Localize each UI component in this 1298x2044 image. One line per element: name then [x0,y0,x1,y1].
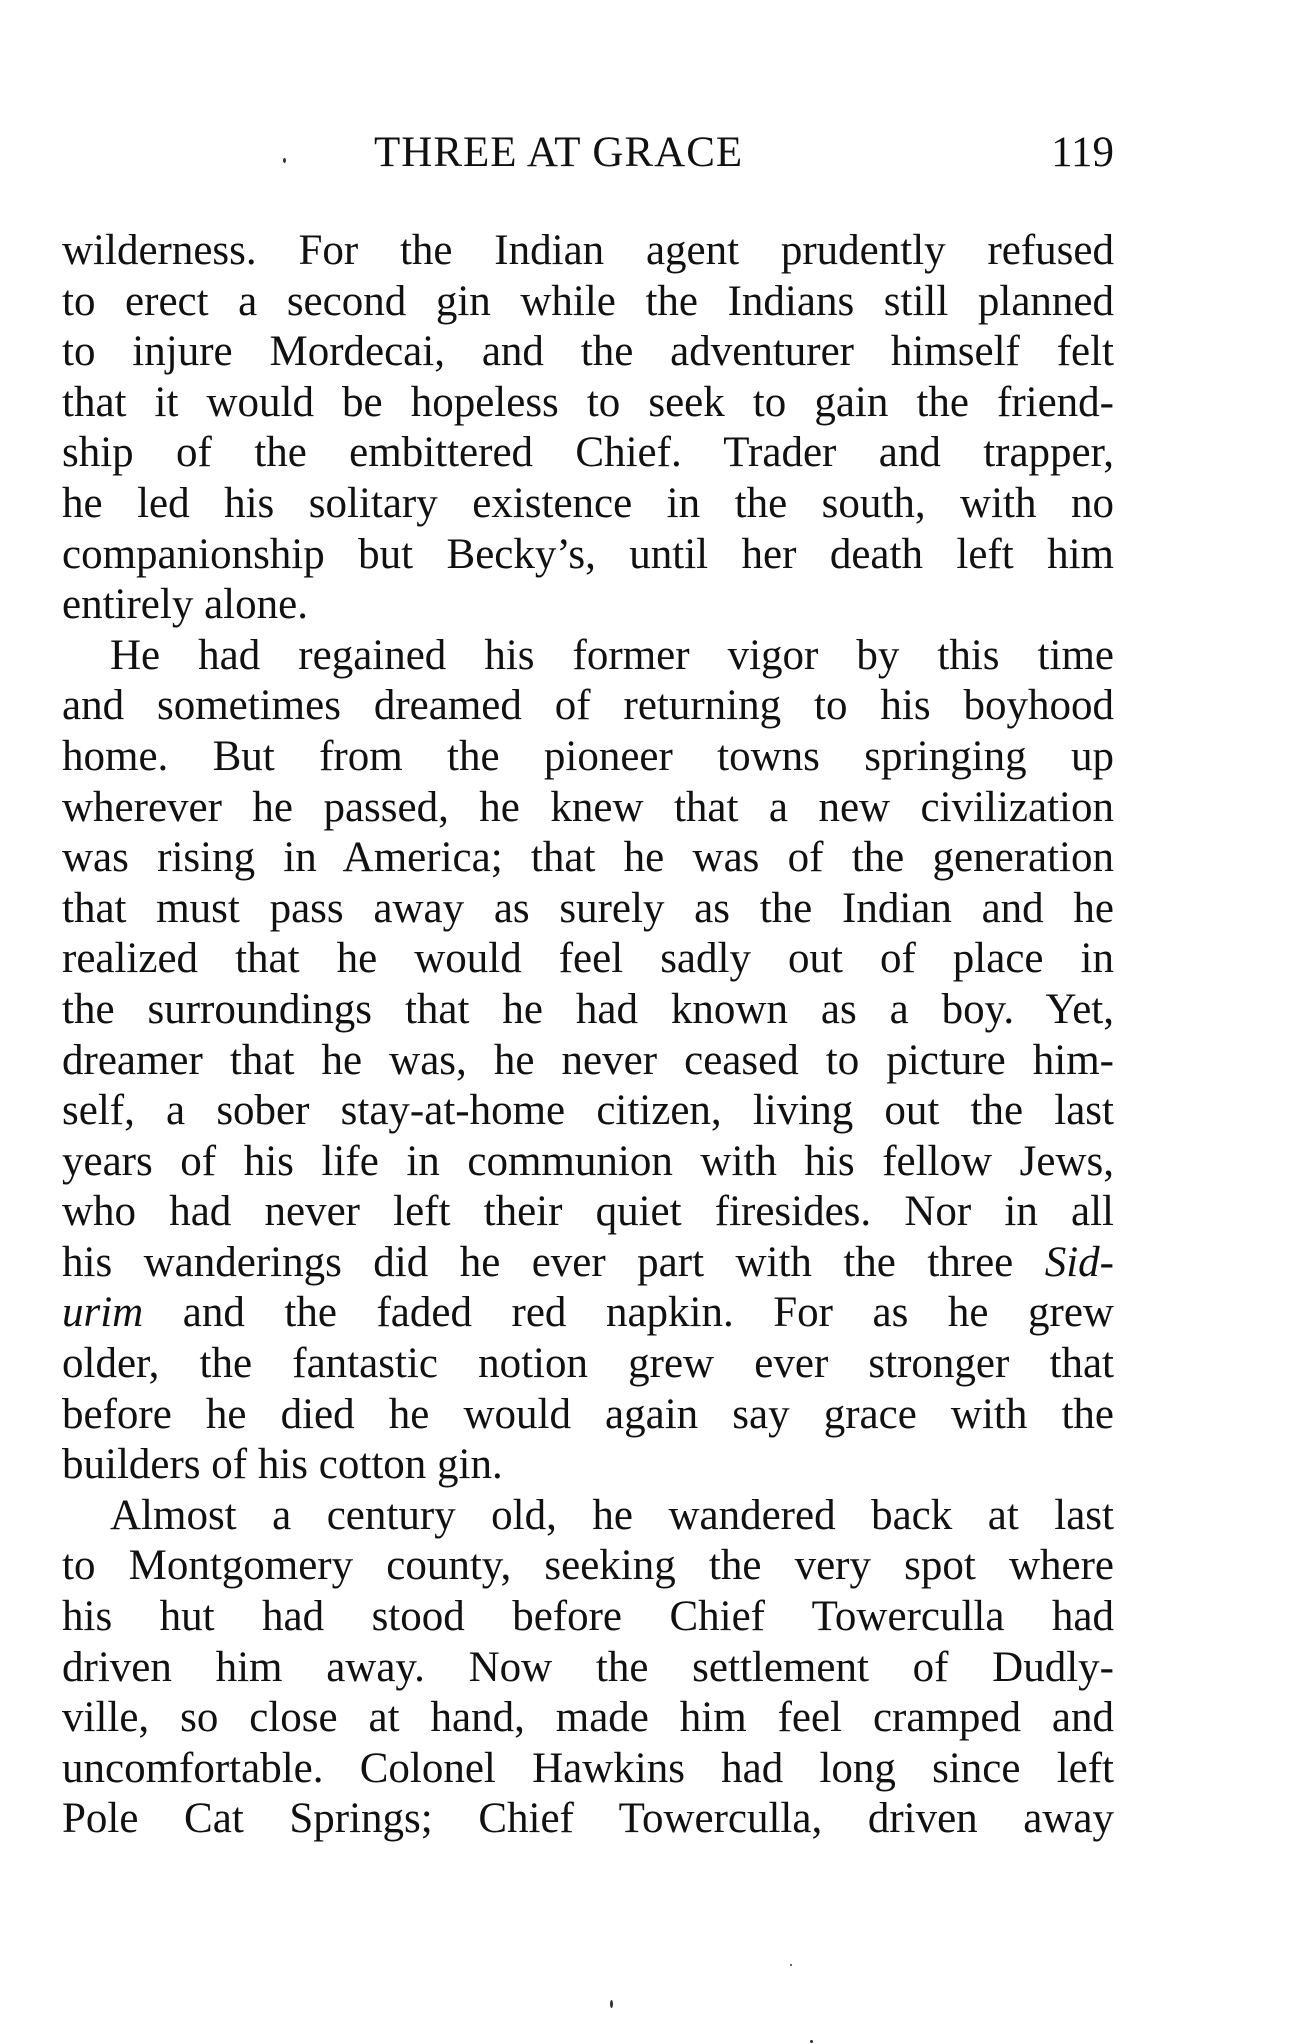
paper-speck [810,2040,813,2043]
body-text [62,226,1114,1845]
paper-speck [610,2000,613,2008]
text-line: to Montgomery county, seeking the very spot where [62,1542,1114,1590]
paper-speck [790,1964,792,1966]
paper-speck [283,158,286,163]
running-title: THREE AT GRACE [374,129,744,176]
text-line: years of his life in communion with his fellow Jews, [62,1137,1114,1185]
text-line: that must pass away as surely as the Indian and he [62,884,1114,932]
italic-word: urim [62,1289,144,1337]
text-line: to injure Mordecai, and the adventurer himself felt [62,328,1114,376]
text-line: Almost a century old, he wandered back at last [110,1491,1114,1539]
text-line: dreamer that he was, he never ceased to picture him- [62,1036,1114,1084]
text-line: ville, so close at hand, made him feel cramped and [62,1694,1114,1742]
text-line: uncomfortable. Colonel Hawkins had long since left [62,1744,1114,1792]
text-fragment: his wanderings did he ever part with the three [62,1238,1045,1286]
text-line: before he died he would again say grace with the [62,1390,1114,1438]
text-line: home. But from the pioneer towns springing up [62,732,1114,780]
text-line: entirely alone. [62,581,308,629]
text-line: Pole Cat Springs; Chief Towerculla, driven away [62,1795,1114,1843]
text-line: ship of the embittered Chief. Trader and trapper, [62,429,1114,477]
text-line: to erect a second gin while the Indians still planned [62,277,1114,325]
text-line: was rising in America; that he was of the generation [62,834,1114,882]
text-line: He had regained his former vigor by this time [110,631,1114,679]
text-fragment: and the faded red napkin. For as he grew [143,1289,1114,1337]
italic-word: Sid- [1044,1238,1114,1286]
text-line: and sometimes dreamed of returning to his boyhood [62,682,1114,730]
text-line: he led his solitary existence in the south, with no [62,479,1114,527]
text-line: self, a sober stay-at-home citizen, living out the last [62,1087,1114,1135]
text-line: his hut had stood before Chief Towerculla had [62,1593,1114,1641]
page-number: 119 [1051,129,1114,176]
running-head [62,128,1114,178]
text-line: driven him away. Now the settlement of Dudly- [62,1643,1114,1691]
text-line: wilderness. For the Indian agent prudently refused [62,227,1114,274]
text-line: realized that he would feel sadly out of place in [62,935,1114,983]
text-line: who had never left their quiet firesides. Nor in all [62,1188,1114,1236]
text-line: wherever he passed, he knew that a new civilization [62,783,1114,831]
text-line: older, the fantastic notion grew ever stronger that [62,1340,1114,1388]
text-line [62,1238,1114,1289]
text-line: companionship but Becky’s, until her death left him [62,530,1114,578]
text-line: the surroundings that he had known as a boy. Yet, [62,985,1114,1033]
text-line: that it would be hopeless to seek to gain the friend- [62,378,1114,426]
text-line [62,1288,1114,1339]
text-line: builders of his cotton gin. [62,1441,503,1489]
